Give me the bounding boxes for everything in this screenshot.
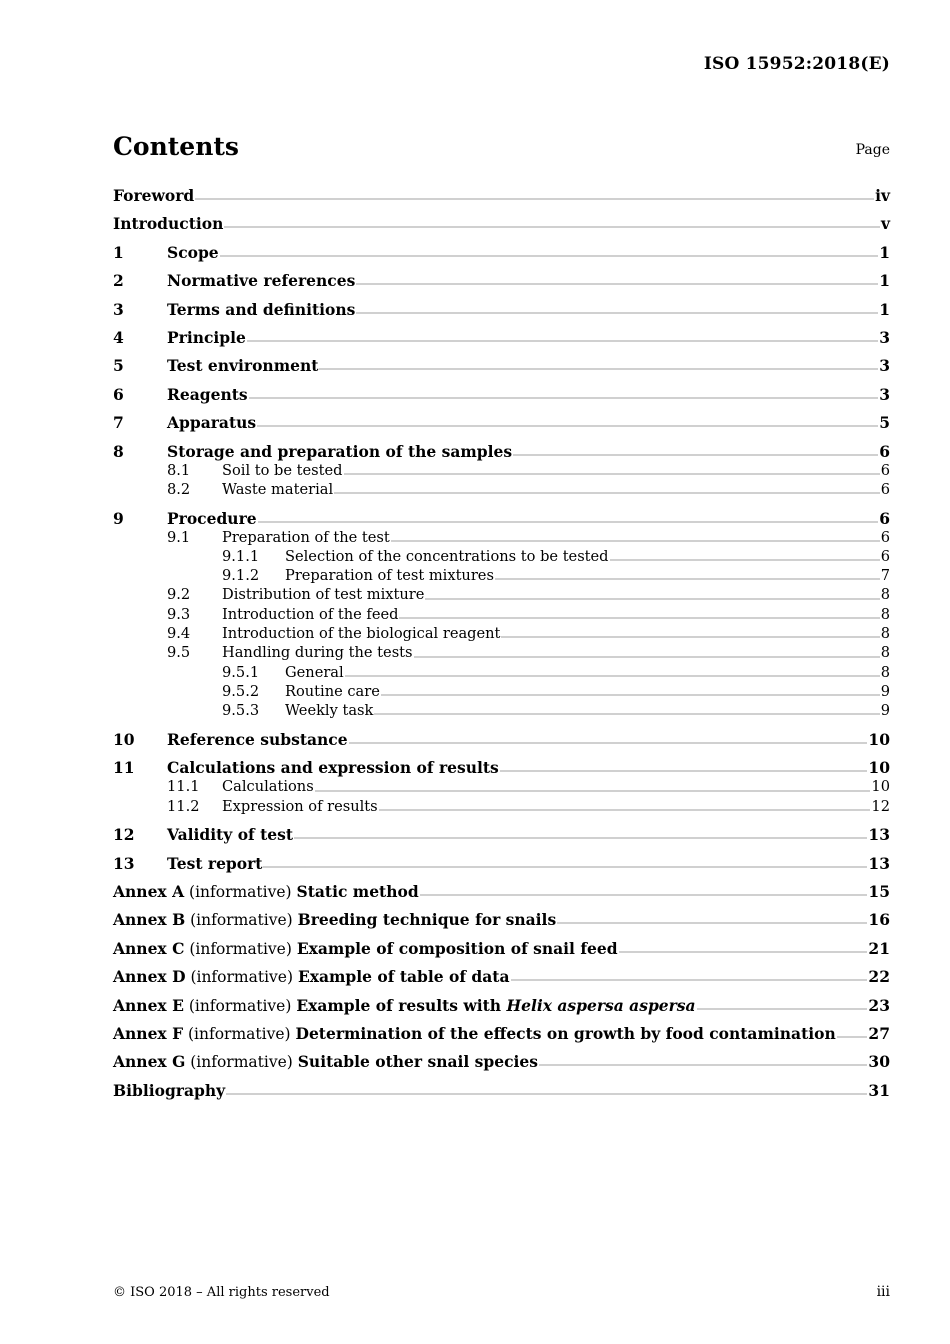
dot-leader (257, 425, 878, 427)
toc-entry[interactable] (113, 663, 890, 682)
annex-qualifier: (informative) (185, 1053, 298, 1072)
annex-title-text: Suitable other snail species (297, 1052, 539, 1072)
toc-entry-number: 9.5.3 (222, 702, 260, 720)
annex-label: Annex E (113, 995, 184, 1015)
dot-leader (381, 694, 880, 696)
toc-entry[interactable] (113, 910, 890, 929)
toc-entry[interactable] (113, 996, 890, 1015)
toc-entry[interactable] (113, 643, 890, 662)
dot-leader (345, 675, 880, 677)
annex-title-italic: Helix aspersa aspersa (506, 995, 696, 1015)
dot-leader (500, 770, 868, 772)
toc-entry[interactable] (113, 682, 890, 701)
toc-entry-page: 1 (879, 242, 890, 262)
toc-entry[interactable] (113, 777, 890, 796)
annex-qualifier: (informative) (183, 1024, 296, 1043)
toc-entry-title: Handling during the tests (222, 644, 413, 662)
annex-qualifier: (informative) (185, 911, 298, 930)
toc-entry[interactable] (113, 214, 890, 233)
toc-entry-title: Introduction of the feed (222, 605, 399, 623)
toc-entry-page: 1 (879, 271, 890, 291)
toc-entry-number: 9.4 (167, 624, 191, 642)
toc-entry[interactable] (113, 758, 890, 777)
dot-leader (263, 866, 867, 868)
toc-entry-number: 9.5.2 (222, 682, 260, 700)
toc-entry[interactable] (113, 480, 890, 499)
toc-entry-page: 3 (879, 384, 890, 404)
toc-entry[interactable] (113, 243, 890, 262)
dot-leader (557, 922, 867, 924)
toc-entry-title: Procedure (167, 508, 257, 528)
toc-entry-number: 8.2 (167, 480, 191, 498)
document-id: ISO 15952:2018(E) (703, 54, 890, 74)
toc-entry-page: 13 (868, 853, 890, 873)
dot-leader (344, 473, 880, 475)
contents-heading: Contents (113, 132, 240, 161)
toc-entry-title: Normative references (167, 271, 356, 291)
toc-entry[interactable] (113, 271, 890, 290)
toc-annex-title (113, 882, 419, 902)
toc-entry-page: 8 (880, 644, 890, 662)
toc-entry[interactable] (113, 797, 890, 816)
dot-leader (619, 951, 868, 953)
toc-entry[interactable] (113, 566, 890, 585)
dot-leader (374, 713, 879, 715)
toc-entry-number: 11 (113, 758, 135, 778)
toc-entry-page: 6 (880, 461, 890, 479)
dot-leader (334, 492, 880, 494)
dot-leader (539, 1064, 867, 1066)
toc-entry[interactable] (113, 585, 890, 604)
toc-entry-page: 27 (868, 1023, 890, 1043)
toc-entry-title: Test environment (167, 356, 319, 376)
toc-annex-title (113, 967, 510, 987)
toc-entry[interactable] (113, 328, 890, 347)
dot-leader (319, 368, 878, 370)
toc-entry-page: 8 (880, 605, 890, 623)
toc-entry-page: 6 (879, 441, 890, 461)
toc-entry-page: 10 (868, 729, 890, 749)
toc-entry[interactable] (113, 854, 890, 873)
toc-entry-number: 9.5.1 (222, 663, 260, 681)
toc-entry-page: 9 (880, 682, 890, 700)
toc-annex-title (113, 1024, 836, 1044)
toc-entry-page: 8 (880, 586, 890, 604)
toc-entry-page: 3 (879, 327, 890, 347)
toc-entry-number: 8 (113, 441, 124, 461)
toc-entry-title: Principle (167, 327, 246, 347)
dot-leader (391, 540, 880, 542)
dot-leader (495, 578, 880, 580)
toc-entry-number: 6 (113, 384, 124, 404)
toc-entry-title: Preparation of test mixtures (285, 567, 494, 585)
toc-entry-title: Distribution of test mixture (222, 586, 425, 604)
toc-entry-title: Reagents (167, 384, 248, 404)
toc-annex-title (113, 996, 696, 1016)
toc-entry-title: Waste material (222, 480, 334, 498)
toc-entry-page: 31 (868, 1080, 890, 1100)
toc-entry-page: 6 (880, 528, 890, 546)
toc-entry-title: Routine care (285, 682, 380, 700)
toc-entry-page: 9 (880, 702, 890, 720)
annex-title-text: Determination of the effects on growth by food contamination (295, 1023, 836, 1043)
toc-entry-page: 8 (880, 624, 890, 642)
toc-entry[interactable] (113, 882, 890, 901)
table-of-contents (113, 186, 890, 1100)
toc-entry-number: 11.2 (167, 797, 200, 815)
annex-label: Annex D (113, 967, 186, 987)
toc-entry-page: 6 (880, 547, 890, 565)
toc-entry[interactable] (113, 356, 890, 375)
toc-entry-title: General (285, 663, 344, 681)
dot-leader (399, 617, 879, 619)
dot-leader (837, 1036, 868, 1038)
toc-entry-title: Reference substance (167, 729, 348, 749)
toc-entry-title: Introduction (113, 214, 224, 234)
toc-entry[interactable] (113, 605, 890, 624)
toc-entry-number: 2 (113, 271, 124, 291)
toc-entry-page: 7 (880, 567, 890, 585)
dot-leader (356, 312, 878, 314)
toc-entry[interactable] (113, 730, 890, 749)
toc-entry-page: 8 (880, 663, 890, 681)
toc-entry-number: 9.2 (167, 586, 191, 604)
annex-qualifier: (informative) (183, 996, 297, 1015)
toc-entry-number: 9.1.2 (222, 567, 260, 585)
toc-entry-page: v (880, 214, 890, 234)
toc-entry-title: Expression of results (222, 797, 378, 815)
toc-entry-number: 13 (113, 853, 135, 873)
toc-entry-page: 22 (868, 967, 890, 987)
page-column-label: Page (855, 142, 890, 158)
dot-leader (258, 521, 879, 523)
toc-entry-number: 4 (113, 327, 124, 347)
footer-page-number: iii (876, 1284, 890, 1300)
dot-leader (414, 656, 880, 658)
annex-title-text: Breeding technique for snails (297, 910, 557, 930)
toc-entry-number: 9 (113, 508, 124, 528)
annex-title-text: Example of table of data (297, 967, 510, 987)
toc-entry-page: 30 (868, 1052, 890, 1072)
toc-entry[interactable] (113, 701, 890, 720)
toc-annex-title (113, 1052, 538, 1072)
dot-leader (420, 894, 868, 896)
toc-entry-page: 6 (879, 508, 890, 528)
dot-leader (379, 809, 871, 811)
toc-entry-page: 3 (879, 356, 890, 376)
annex-label: Annex B (113, 910, 186, 930)
toc-entry[interactable] (113, 528, 890, 547)
toc-entry-page: 1 (879, 299, 890, 319)
annex-title-text: Static method (296, 882, 419, 902)
dot-leader (226, 1093, 867, 1095)
toc-entry-page: 10 (871, 778, 890, 796)
toc-entry-page: 13 (868, 825, 890, 845)
toc-entry-number: 5 (113, 356, 124, 376)
toc-entry-number: 9.1 (167, 528, 191, 546)
toc-entry-number: 9.1.1 (222, 547, 260, 565)
toc-entry-page: 16 (868, 910, 890, 930)
toc-annex-title (113, 939, 618, 959)
annex-title-text: Example of results with (296, 995, 507, 1015)
toc-entry[interactable] (113, 1024, 890, 1043)
toc-entry[interactable] (113, 624, 890, 643)
toc-entry-number: 12 (113, 825, 135, 845)
toc-entry[interactable] (113, 186, 890, 205)
toc-entry-title: Selection of the concentrations to be tested (285, 547, 609, 565)
toc-entry[interactable] (113, 442, 890, 461)
toc-entry[interactable] (113, 413, 890, 432)
toc-entry-title: Scope (167, 242, 219, 262)
toc-entry-number: 9.5 (167, 644, 191, 662)
annex-title-text: Example of composition of snail feed (296, 938, 618, 958)
toc-entry-title: Apparatus (167, 413, 257, 433)
toc-entry-title: Introduction of the biological reagent (222, 624, 501, 642)
dot-leader (247, 340, 878, 342)
dot-leader (294, 837, 867, 839)
dot-leader (697, 1008, 868, 1010)
toc-entry-title: Test report (167, 853, 263, 873)
toc-entry[interactable] (113, 547, 890, 566)
toc-entry[interactable] (113, 825, 890, 844)
annex-label: Annex C (113, 938, 185, 958)
dot-leader (349, 742, 868, 744)
toc-entry-page: 6 (880, 480, 890, 498)
footer-copyright: © ISO 2018 – All rights reserved (113, 1285, 330, 1300)
toc-entry[interactable] (113, 967, 890, 986)
toc-entry-title: Terms and definitions (167, 299, 356, 319)
toc-entry[interactable] (113, 461, 890, 480)
toc-entry-page: 10 (868, 758, 890, 778)
toc-entry-page: 23 (868, 995, 890, 1015)
toc-annex-title (113, 910, 556, 930)
annex-qualifier: (informative) (184, 939, 297, 958)
toc-entry-page: 15 (868, 882, 890, 902)
toc-entry-title: Bibliography (113, 1080, 226, 1100)
toc-entry[interactable] (113, 1052, 890, 1071)
dot-leader (511, 979, 868, 981)
toc-entry-title: Calculations (222, 778, 314, 796)
toc-entry-number: 3 (113, 299, 124, 319)
toc-entry-page: 12 (871, 797, 890, 815)
toc-entry-page: 5 (879, 413, 890, 433)
toc-entry[interactable] (113, 509, 890, 528)
toc-entry[interactable] (113, 385, 890, 404)
toc-entry-title: Soil to be tested (222, 461, 343, 479)
toc-entry-title: Validity of test (167, 825, 294, 845)
toc-entry-page: iv (875, 186, 890, 205)
toc-entry-title: Preparation of the test (222, 528, 390, 546)
toc-entry[interactable] (113, 300, 890, 319)
dot-leader (425, 598, 879, 600)
toc-entry-title: Calculations and expression of results (167, 758, 499, 778)
toc-entry-title: Weekly task (285, 702, 374, 720)
dot-leader (220, 255, 879, 257)
toc-entry-title: Storage and preparation of the samples (167, 441, 513, 461)
toc-entry-page: 21 (868, 938, 890, 958)
toc-entry-number: 1 (113, 242, 124, 262)
dot-leader (315, 790, 871, 792)
toc-entry[interactable] (113, 1081, 890, 1100)
toc-entry-number: 11.1 (167, 778, 200, 796)
dot-leader (501, 636, 879, 638)
toc-entry-title: Foreword (113, 186, 195, 205)
annex-label: Annex F (113, 1023, 184, 1043)
toc-entry-number: 9.3 (167, 605, 191, 623)
dot-leader (356, 283, 878, 285)
dot-leader (195, 198, 874, 200)
toc-entry[interactable] (113, 939, 890, 958)
dot-leader (249, 397, 879, 399)
annex-label: Annex G (113, 1052, 186, 1072)
dot-leader (610, 559, 880, 561)
toc-entry-number: 7 (113, 413, 124, 433)
dot-leader (224, 226, 880, 228)
annex-qualifier: (informative) (185, 968, 298, 987)
dot-leader (513, 454, 878, 456)
toc-entry-number: 10 (113, 729, 135, 749)
toc-entry-number: 8.1 (167, 461, 191, 479)
annex-label: Annex A (113, 882, 185, 902)
annex-qualifier: (informative) (184, 883, 297, 902)
